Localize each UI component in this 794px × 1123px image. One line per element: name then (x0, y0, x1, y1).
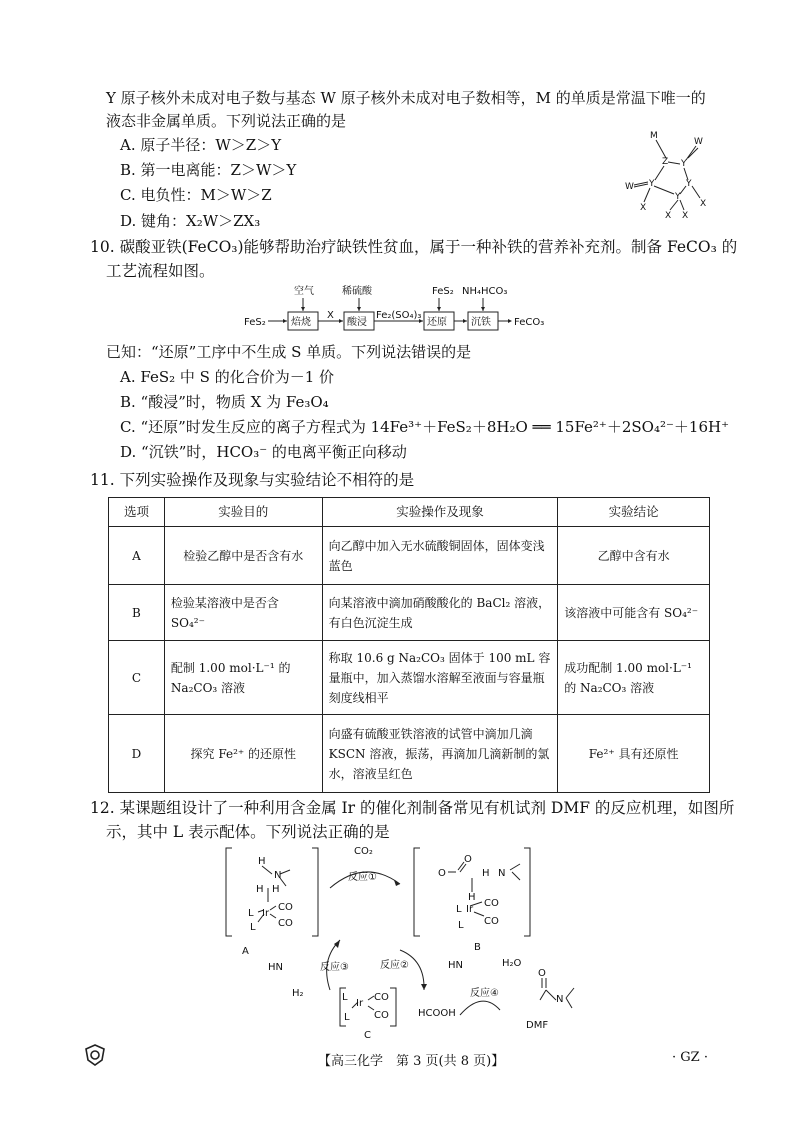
flow-feed: FeS₂ (244, 317, 266, 328)
flow-in-acid: 稀硫酸 (342, 286, 372, 297)
c-co-2: CO (374, 1010, 389, 1021)
dmf-o: O (538, 968, 546, 979)
table-header-row (109, 498, 710, 527)
table-row (109, 715, 710, 793)
atom-w2: W (625, 182, 634, 192)
reaction-3: 反应③ (320, 962, 349, 973)
q10-stem-1: 10. 碳酸亚铁(FeCO₃)能够帮助治疗缺铁性贫血，属于一种补铁的营养补充剂。制备 FeCO₃ 的 (90, 238, 738, 256)
row-a-option: A (109, 527, 165, 585)
dmf-n: N (556, 994, 564, 1005)
header-option: 选项 (109, 498, 165, 527)
row-c-operation: 称取 10.6 g Na₂CO₃ 固体于 100 mL 容量瓶中，加入蒸馏水溶解至液面与容量瓶刻度线相平 (322, 641, 558, 715)
row-d-purpose: 探究 Fe²⁺ 的还原性 (164, 715, 322, 793)
q12-mechanism-diagram (220, 840, 590, 1040)
flow-box-roast: 焙烧 (291, 317, 311, 328)
q10-option-a: A. FeS₂ 中 S 的化合价为－1 价 (120, 368, 335, 386)
row-b-option: B (109, 585, 165, 641)
b-o-2: O (464, 854, 472, 865)
atom-x4: X (700, 199, 707, 209)
row-b-conclusion: 该溶液中可能含有 SO₄²⁻ (558, 585, 710, 641)
footer-logo-icon (84, 1044, 106, 1066)
atom-x1: X (640, 203, 647, 213)
flow-in-nh4hco3: NH₄HCO₃ (462, 286, 508, 297)
b-l-1: L (456, 904, 462, 915)
hn-right: HN (448, 960, 463, 971)
q10-flow-diagram (240, 282, 560, 337)
atom-z: Z (662, 157, 669, 167)
row-a-purpose: 检验乙醇中是否含有水 (164, 527, 322, 585)
label-c: C (364, 1030, 371, 1040)
row-c-purpose: 配制 1.00 mol·L⁻¹ 的 Na₂CO₃ 溶液 (164, 641, 322, 715)
c-ir: Ir (356, 998, 364, 1009)
intro-line-2: 液态非金属单质。下列说法正确的是 (106, 112, 347, 130)
reaction-2: 反应② (380, 960, 409, 971)
q9-option-d: D. 键角：X₂W＞ZX₃ (120, 212, 261, 230)
row-d-conclusion: Fe²⁺ 具有还原性 (558, 715, 710, 793)
a-h-top: H (258, 856, 266, 867)
flow-box-precip: 沉铁 (471, 317, 491, 328)
b-h: H (482, 868, 490, 879)
header-conclusion: 实验结论 (558, 498, 710, 527)
row-b-purpose: 检验某溶液中是否含 SO₄²⁻ (164, 585, 322, 641)
q10-option-b: B. “酸浸”时，物质 X 为 Fe₃O₄ (120, 393, 329, 411)
header-purpose: 实验目的 (164, 498, 322, 527)
row-a-operation: 向乙醇中加入无水硫酸铜固体，固体变浅蓝色 (322, 527, 558, 585)
flow-x: X (327, 310, 334, 321)
row-c-conclusion: 成功配制 1.00 mol·L⁻¹ 的 Na₂CO₃ 溶液 (558, 641, 710, 715)
q11-stem: 11. 下列实验操作及现象与实验结论不相符的是 (90, 471, 415, 489)
label-a: A (242, 946, 249, 957)
q10-known: 已知：“还原”工序中不生成 S 单质。下列说法错误的是 (106, 343, 472, 361)
footer-page-info: 【高三化学 第 3 页(共 8 页)】 (318, 1054, 505, 1069)
table-row (109, 585, 710, 641)
dmf-label: DMF (526, 1020, 549, 1031)
a-l-2: L (250, 922, 256, 933)
table-row (109, 527, 710, 585)
atom-m: M (650, 131, 658, 141)
a-l-1: L (248, 908, 254, 919)
q11-experiment-table (108, 497, 710, 793)
atom-y1: Y (681, 159, 687, 169)
b-ir: Ir (466, 904, 474, 915)
a-h-1: H (256, 884, 264, 895)
b-co-2: CO (484, 916, 499, 927)
b-h-2: H (468, 892, 476, 903)
q9-option-a: A. 原子半径：W＞Z＞Y (120, 136, 282, 154)
row-d-operation: 向盛有硫酸亚铁溶液的试管中滴加几滴 KSCN 溶液，振荡，再滴加几滴新制的氯水，溶液呈红色 (322, 715, 558, 793)
atom-y2: Y (649, 179, 655, 189)
b-o-1: O (438, 868, 446, 879)
flow-product: FeCO₃ (514, 317, 545, 328)
h2-label: H₂ (292, 988, 304, 999)
table-row (109, 641, 710, 715)
q10-option-d: D. “沉铁”时，HCO₃⁻ 的电离平衡正向移动 (120, 443, 407, 461)
row-c-option: C (109, 641, 165, 715)
q9-option-b: B. 第一电离能：Z＞W＞Y (120, 161, 297, 179)
a-ir: Ir (262, 908, 270, 919)
co2-label: CO₂ (354, 846, 373, 857)
b-co-1: CO (484, 898, 499, 909)
hcooh-label: HCOOH (418, 1008, 456, 1019)
flow-box-leach: 酸浸 (347, 317, 367, 328)
a-co-1: CO (278, 902, 293, 913)
row-b-operation: 向某溶液中滴加硝酸酸化的 BaCl₂ 溶液，有白色沉淀生成 (322, 585, 558, 641)
flow-fe2so43: Fe₂(SO₄)₃ (376, 310, 422, 321)
h2o-label: H₂O (502, 958, 522, 969)
q9-option-c: C. 电负性：M＞W＞Z (120, 186, 272, 204)
q10-stem-2: 工艺流程如图。 (106, 262, 215, 280)
q10-option-c: C. “还原”时发生反应的离子方程式为 14Fe³⁺＋FeS₂＋8H₂O ══ 15Fe²⁺＋2SO₄²⁻＋16H⁺ (120, 418, 729, 436)
atom-y3: Y (686, 179, 692, 189)
label-b: B (474, 942, 481, 953)
header-operation: 实验操作及现象 (322, 498, 558, 527)
c-co-1: CO (374, 992, 389, 1003)
reaction-4: 反应④ (470, 988, 499, 999)
c-l-2: L (344, 1012, 350, 1023)
atom-w1: W (694, 137, 703, 147)
q12-stem-2: 示，其中 L 表示配体。下列说法正确的是 (106, 823, 390, 841)
atom-x3: X (682, 211, 689, 221)
reaction-1: 反应① (348, 872, 377, 883)
footer-code: · GZ · (672, 1050, 708, 1065)
b-n: N (498, 868, 506, 879)
a-co-2: CO (278, 918, 293, 929)
q12-stem-1: 12. 某课题组设计了一种利用含金属 Ir 的催化剂制备常见有机试剂 DMF 的反应机理，如图所 (90, 799, 735, 817)
intro-line-1: Y 原子核外未成对电子数与基态 W 原子核外未成对电子数相等，M 的单质是常温下唯一的 (106, 89, 706, 107)
flow-box-reduce: 还原 (427, 317, 447, 328)
atom-x2: X (665, 211, 672, 221)
row-a-conclusion: 乙醇中含有水 (558, 527, 710, 585)
flow-in-fes2: FeS₂ (432, 286, 454, 297)
hn-left: HN (268, 962, 283, 973)
flow-in-air: 空气 (294, 286, 314, 297)
atom-y4: Y (675, 192, 681, 202)
a-h-2: H (272, 884, 280, 895)
q9-structure-diagram (620, 128, 720, 223)
b-l-2: L (458, 920, 464, 931)
a-n: N (274, 870, 282, 881)
c-l-1: L (342, 992, 348, 1003)
row-d-option: D (109, 715, 165, 793)
